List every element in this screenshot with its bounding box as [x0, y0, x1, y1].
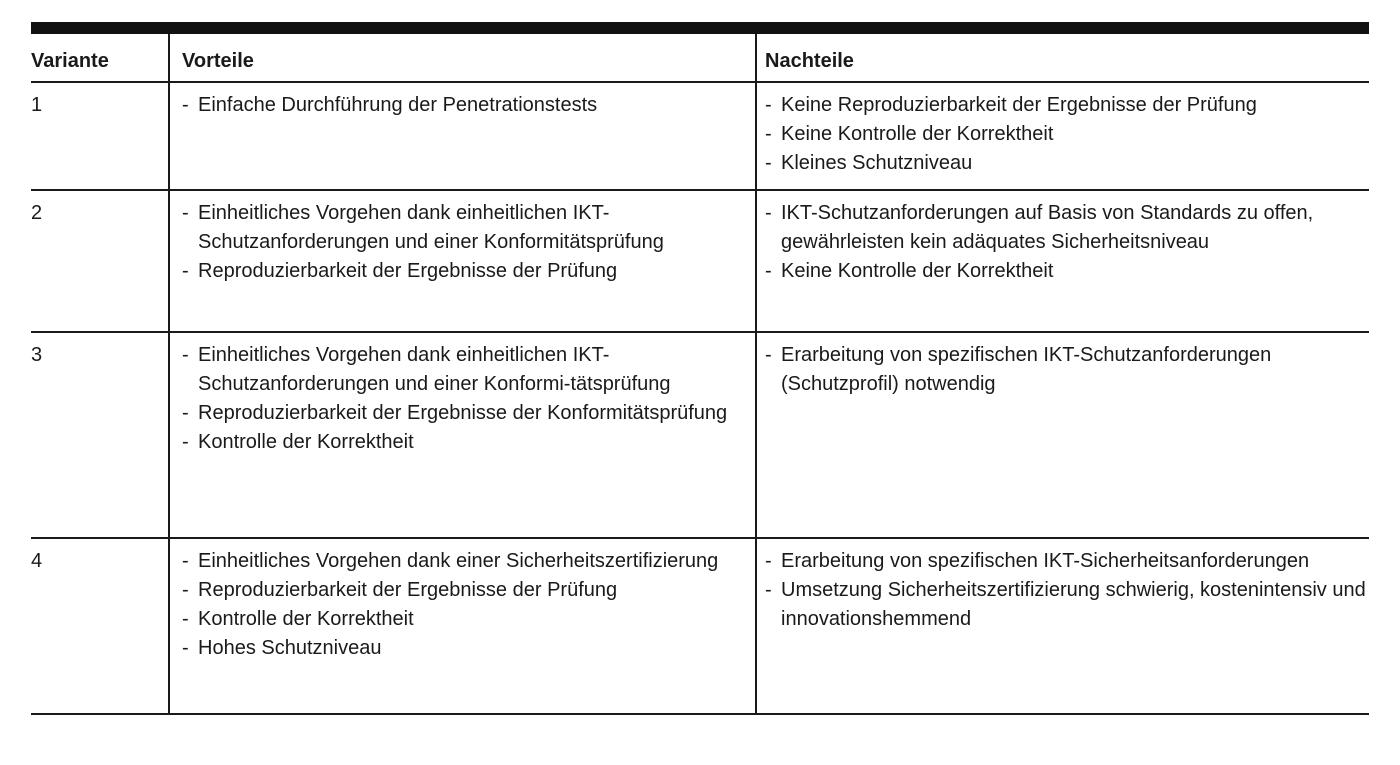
table-row — [31, 190, 1369, 332]
nachteile-list — [765, 199, 1369, 286]
table-row — [31, 82, 1369, 190]
variante-cell: 2 — [31, 190, 169, 332]
vorteil-item: - Einfache Durchführung der Penetrationstests — [182, 91, 755, 120]
variante-cell: 1 — [31, 82, 169, 190]
nachteile-list — [765, 91, 1369, 178]
vorteile-list — [182, 91, 755, 120]
table-body — [31, 82, 1369, 714]
vorteile-list — [182, 341, 755, 457]
nachteil-item: - Kleines Schutzniveau — [765, 149, 1369, 178]
nachteile-list — [765, 341, 1369, 399]
nachteile-list — [765, 547, 1369, 634]
table-row — [31, 332, 1369, 538]
variante-cell: 4 — [31, 538, 169, 714]
vorteil-item: - Kontrolle der Korrektheit — [182, 605, 755, 634]
vorteile-list — [182, 547, 755, 663]
nachteile-cell — [756, 538, 1369, 714]
nachteil-item: - Keine Kontrolle der Korrektheit — [765, 257, 1369, 286]
vorteil-item: - Kontrolle der Korrektheit — [182, 428, 755, 457]
nachteil-item: - Erarbeitung von spezifischen IKT-Schutzanforderungen (Schutzprofil) notwendig — [765, 341, 1369, 399]
nachteil-item: - IKT-Schutzanforderungen auf Basis von Standards zu offen, gewährleisten kein adäquates Sicherheitsniveau — [765, 199, 1369, 257]
vorteil-item: - Einheitliches Vorgehen dank einheitlichen IKT-Schutzanforderungen und einer Konformi-tätsprüfung — [182, 341, 755, 399]
vorteil-item: - Reproduzierbarkeit der Ergebnisse der Prüfung — [182, 576, 755, 605]
vorteil-item: - Reproduzierbarkeit der Ergebnisse der Prüfung — [182, 257, 755, 286]
vorteil-item: - Einheitliches Vorgehen dank einheitlichen IKT-Schutzanforderungen und einer Konformitätsprüfung — [182, 199, 755, 257]
comparison-table-container — [31, 22, 1369, 715]
header-nachteile: Nachteile — [756, 28, 1369, 82]
vorteile-cell — [169, 538, 756, 714]
table-row — [31, 538, 1369, 714]
vorteile-list — [182, 199, 755, 286]
vorteile-cell — [169, 82, 756, 190]
nachteile-cell — [756, 332, 1369, 538]
vorteil-item: - Reproduzierbarkeit der Ergebnisse der Konformitätsprüfung — [182, 399, 755, 428]
nachteile-cell — [756, 190, 1369, 332]
variante-cell: 3 — [31, 332, 169, 538]
header-variante: Variante — [31, 28, 169, 82]
nachteil-item: - Keine Kontrolle der Korrektheit — [765, 120, 1369, 149]
vorteile-cell — [169, 190, 756, 332]
nachteil-item: - Umsetzung Sicherheitszertifizierung schwierig, kostenintensiv und innovationshemmend — [765, 576, 1369, 634]
comparison-table — [31, 22, 1369, 715]
header-row — [31, 28, 1369, 82]
vorteil-item: - Einheitliches Vorgehen dank einer Sicherheitszertifizierung — [182, 547, 755, 576]
nachteil-item: - Keine Reproduzierbarkeit der Ergebnisse der Prüfung — [765, 91, 1369, 120]
nachteil-item: - Erarbeitung von spezifischen IKT-Sicherheitsanforderungen — [765, 547, 1369, 576]
nachteile-cell — [756, 82, 1369, 190]
vorteil-item: - Hohes Schutzniveau — [182, 634, 755, 663]
vorteile-cell — [169, 332, 756, 538]
header-vorteile: Vorteile — [169, 28, 756, 82]
